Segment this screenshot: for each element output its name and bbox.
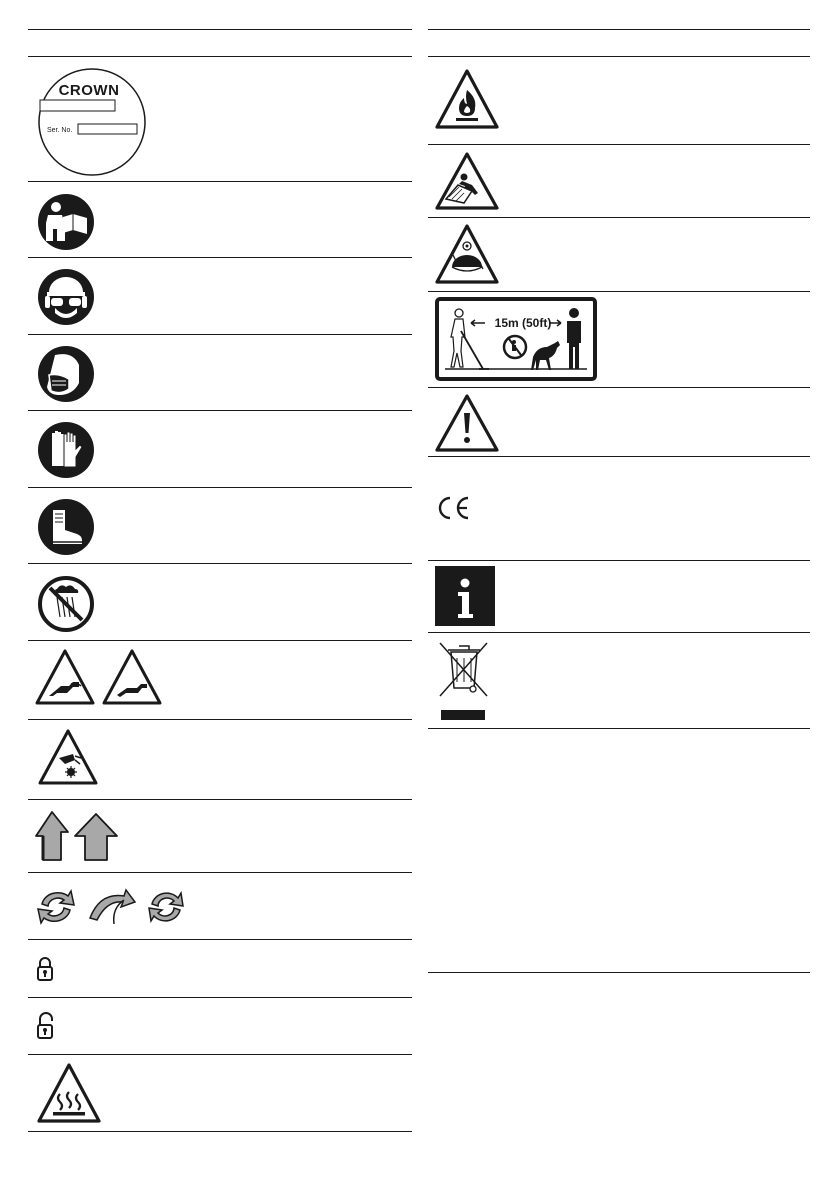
right-bottom-rule bbox=[428, 972, 810, 973]
information-icon bbox=[435, 566, 495, 626]
keep-bystanders-distance-sign bbox=[435, 297, 597, 381]
divider bbox=[428, 728, 810, 729]
divider bbox=[28, 563, 412, 564]
unlocked-icon bbox=[36, 1010, 58, 1042]
rotation-arrows-icons bbox=[34, 884, 189, 930]
divider bbox=[428, 144, 810, 145]
wear-dust-mask-icon bbox=[37, 345, 95, 403]
read-manual-icon bbox=[37, 193, 95, 251]
left-header-rule bbox=[28, 56, 412, 57]
general-warning-icon bbox=[434, 393, 500, 453]
distance-text: 15m (50ft) bbox=[494, 316, 552, 330]
serial-label-icon bbox=[37, 67, 147, 177]
divider bbox=[28, 799, 412, 800]
flammable-warning-icon bbox=[434, 68, 500, 130]
divider bbox=[28, 487, 412, 488]
divider bbox=[28, 640, 412, 641]
locked-icon bbox=[36, 955, 54, 983]
do-not-expose-to-rain-icon bbox=[37, 575, 95, 633]
divider bbox=[28, 257, 412, 258]
divider bbox=[28, 1054, 412, 1055]
divider bbox=[28, 997, 412, 998]
divider bbox=[28, 410, 412, 411]
hand-cut-warning-icons bbox=[35, 648, 165, 706]
right-top-rule bbox=[428, 29, 810, 30]
wear-gloves-icon bbox=[37, 421, 95, 479]
brand-text: CROWN bbox=[58, 82, 120, 99]
divider bbox=[428, 387, 810, 388]
crush-hazard-warning-icon bbox=[434, 151, 500, 211]
divider bbox=[28, 181, 412, 182]
ce-mark-icon bbox=[435, 495, 471, 521]
divider bbox=[28, 939, 412, 940]
direction-arrows-icons bbox=[33, 808, 123, 864]
divider bbox=[428, 456, 810, 457]
wear-helmet-goggles-ear-protection-icon bbox=[37, 268, 95, 326]
wear-safety-boots-icon bbox=[37, 498, 95, 556]
divider bbox=[428, 560, 810, 561]
divider bbox=[428, 217, 810, 218]
weee-disposal-icon bbox=[437, 640, 491, 722]
left-top-rule bbox=[28, 29, 412, 30]
divider bbox=[28, 872, 412, 873]
serial-prefix-text: Ser. No. bbox=[47, 127, 73, 134]
divider bbox=[428, 291, 810, 292]
divider bbox=[428, 632, 810, 633]
right-header-rule bbox=[428, 56, 810, 57]
left-bottom-rule bbox=[28, 1131, 412, 1132]
hot-surface-warning-icon bbox=[36, 1062, 102, 1124]
thrown-objects-warning-icon bbox=[37, 728, 99, 786]
divider bbox=[28, 334, 412, 335]
divider bbox=[28, 719, 412, 720]
rotating-blade-warning-icon bbox=[434, 223, 500, 285]
